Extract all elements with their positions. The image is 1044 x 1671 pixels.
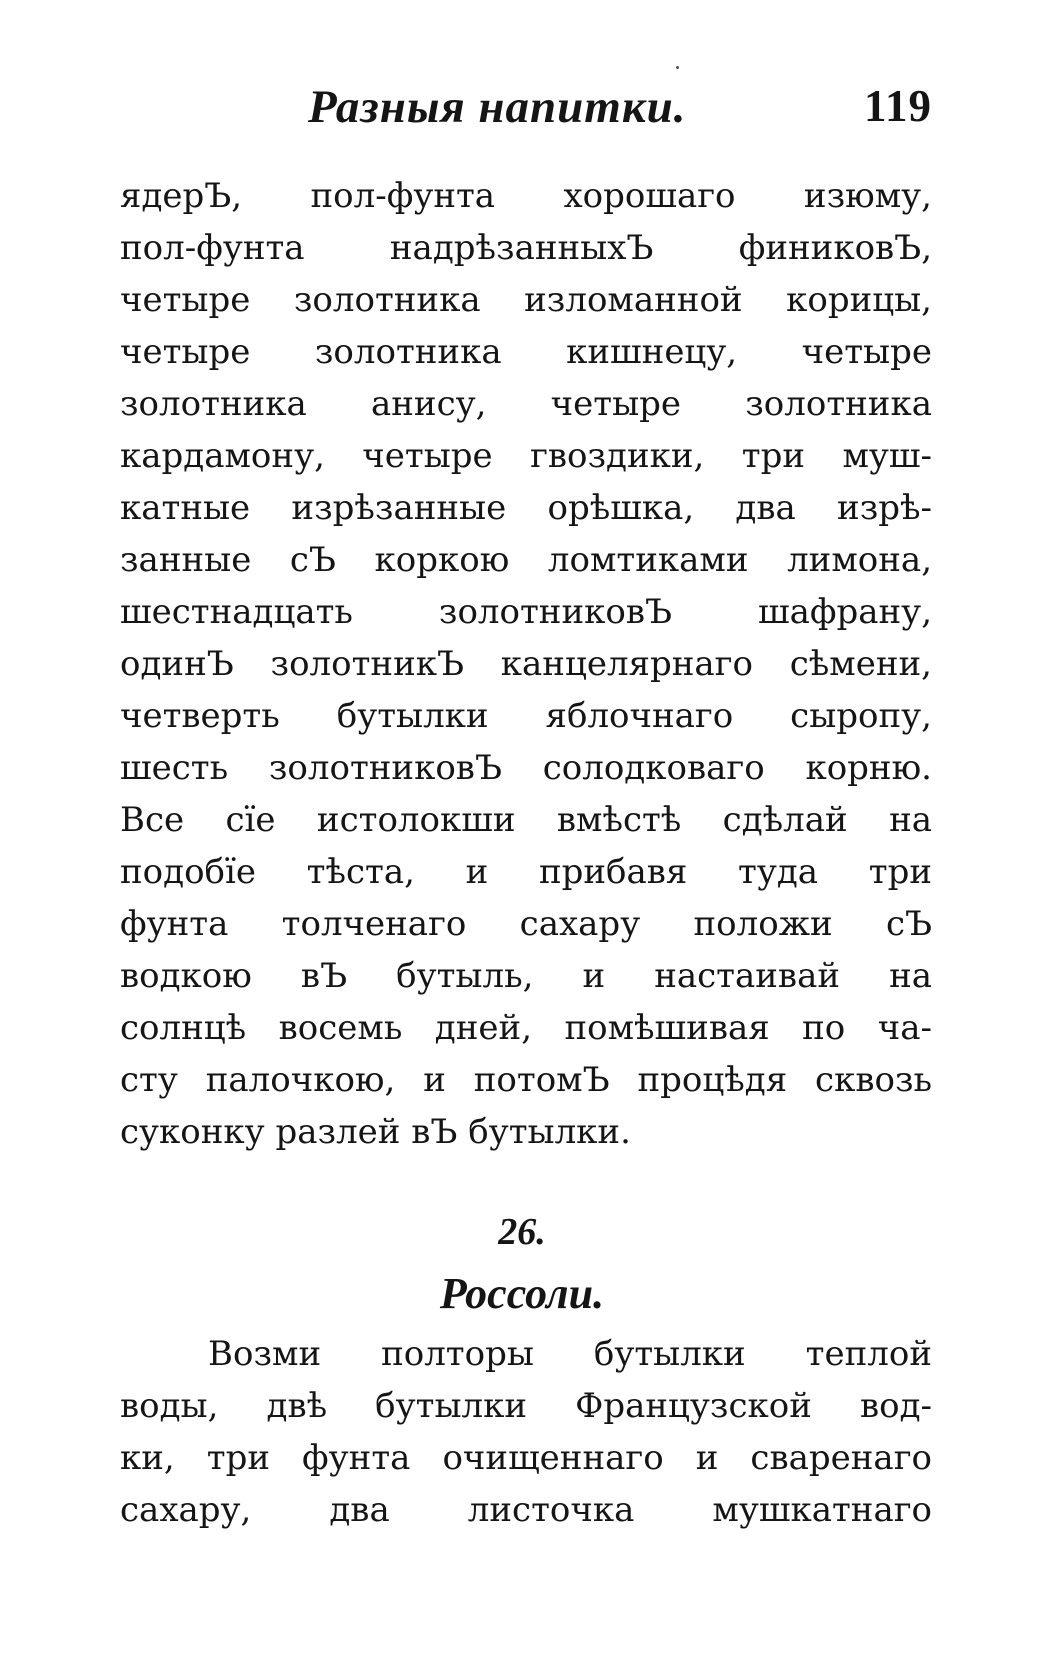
text-line: кардамону, четыре гвоздики, три муш- xyxy=(120,436,932,476)
recipe-title: Россоли. xyxy=(439,1269,605,1318)
text-line: четыре золотника изломанной корицы, xyxy=(120,280,932,320)
text-line: шестнадцать золотниковЪ шафрану, xyxy=(120,592,932,632)
recipe-number: 26. xyxy=(498,1211,546,1253)
text-line: подобїе тѣста, и прибавя туда три xyxy=(120,852,932,892)
text-line: пол-фунта надрѣзанныхЪ финиковЪ, xyxy=(120,228,932,268)
text-line: Возми полторы бутылки теплой xyxy=(208,1334,932,1374)
text-line: четверть бутылки яблочнаго сыропу, xyxy=(120,696,932,736)
text-line: воды, двѣ бутылки Французской вод- xyxy=(120,1386,932,1426)
page-number: 119 xyxy=(863,81,932,131)
text-line: Все сїе истолокши вмѣстѣ сдѣлай на xyxy=(120,800,932,840)
text-line: ки, три фунта очищеннаго и сваренаго xyxy=(120,1438,932,1478)
text-line: шесть золотниковЪ солодковаго корню. xyxy=(120,748,932,788)
running-title: Разныя напитки. xyxy=(308,81,687,133)
text-line: сахару, два листочка мушкатнаго xyxy=(120,1490,932,1530)
text-line: солнцѣ восемь дней, помѣшивая по ча- xyxy=(120,1008,932,1048)
text-line: суконку разлей вЪ бутылки. xyxy=(120,1112,631,1152)
text-line: водкою вЪ бутыль, и настаивай на xyxy=(120,956,932,996)
print-speck xyxy=(676,66,679,69)
text-line: фунта толченаго сахару положи сЪ xyxy=(120,904,932,944)
text-line: одинЪ золотникЪ канцелярнаго сѣмени, xyxy=(120,644,932,684)
text-line: золотника анису, четыре золотника xyxy=(120,384,932,424)
text-line: занные сЪ коркою ломтиками лимона, xyxy=(120,540,932,580)
text-line: сту палочкою, и потомЪ процѣдя сквозь xyxy=(120,1060,932,1100)
paragraph-1 xyxy=(120,170,932,1158)
text-line: четыре золотника кишнецу, четыре xyxy=(120,332,932,372)
running-head xyxy=(120,80,932,140)
paragraph-2 xyxy=(120,1328,932,1536)
text-line: катные изрѣзанные орѣшка, два изрѣ- xyxy=(120,488,932,528)
text-line: ядерЪ, пол-фунта хорошаго изюму, xyxy=(120,176,932,216)
